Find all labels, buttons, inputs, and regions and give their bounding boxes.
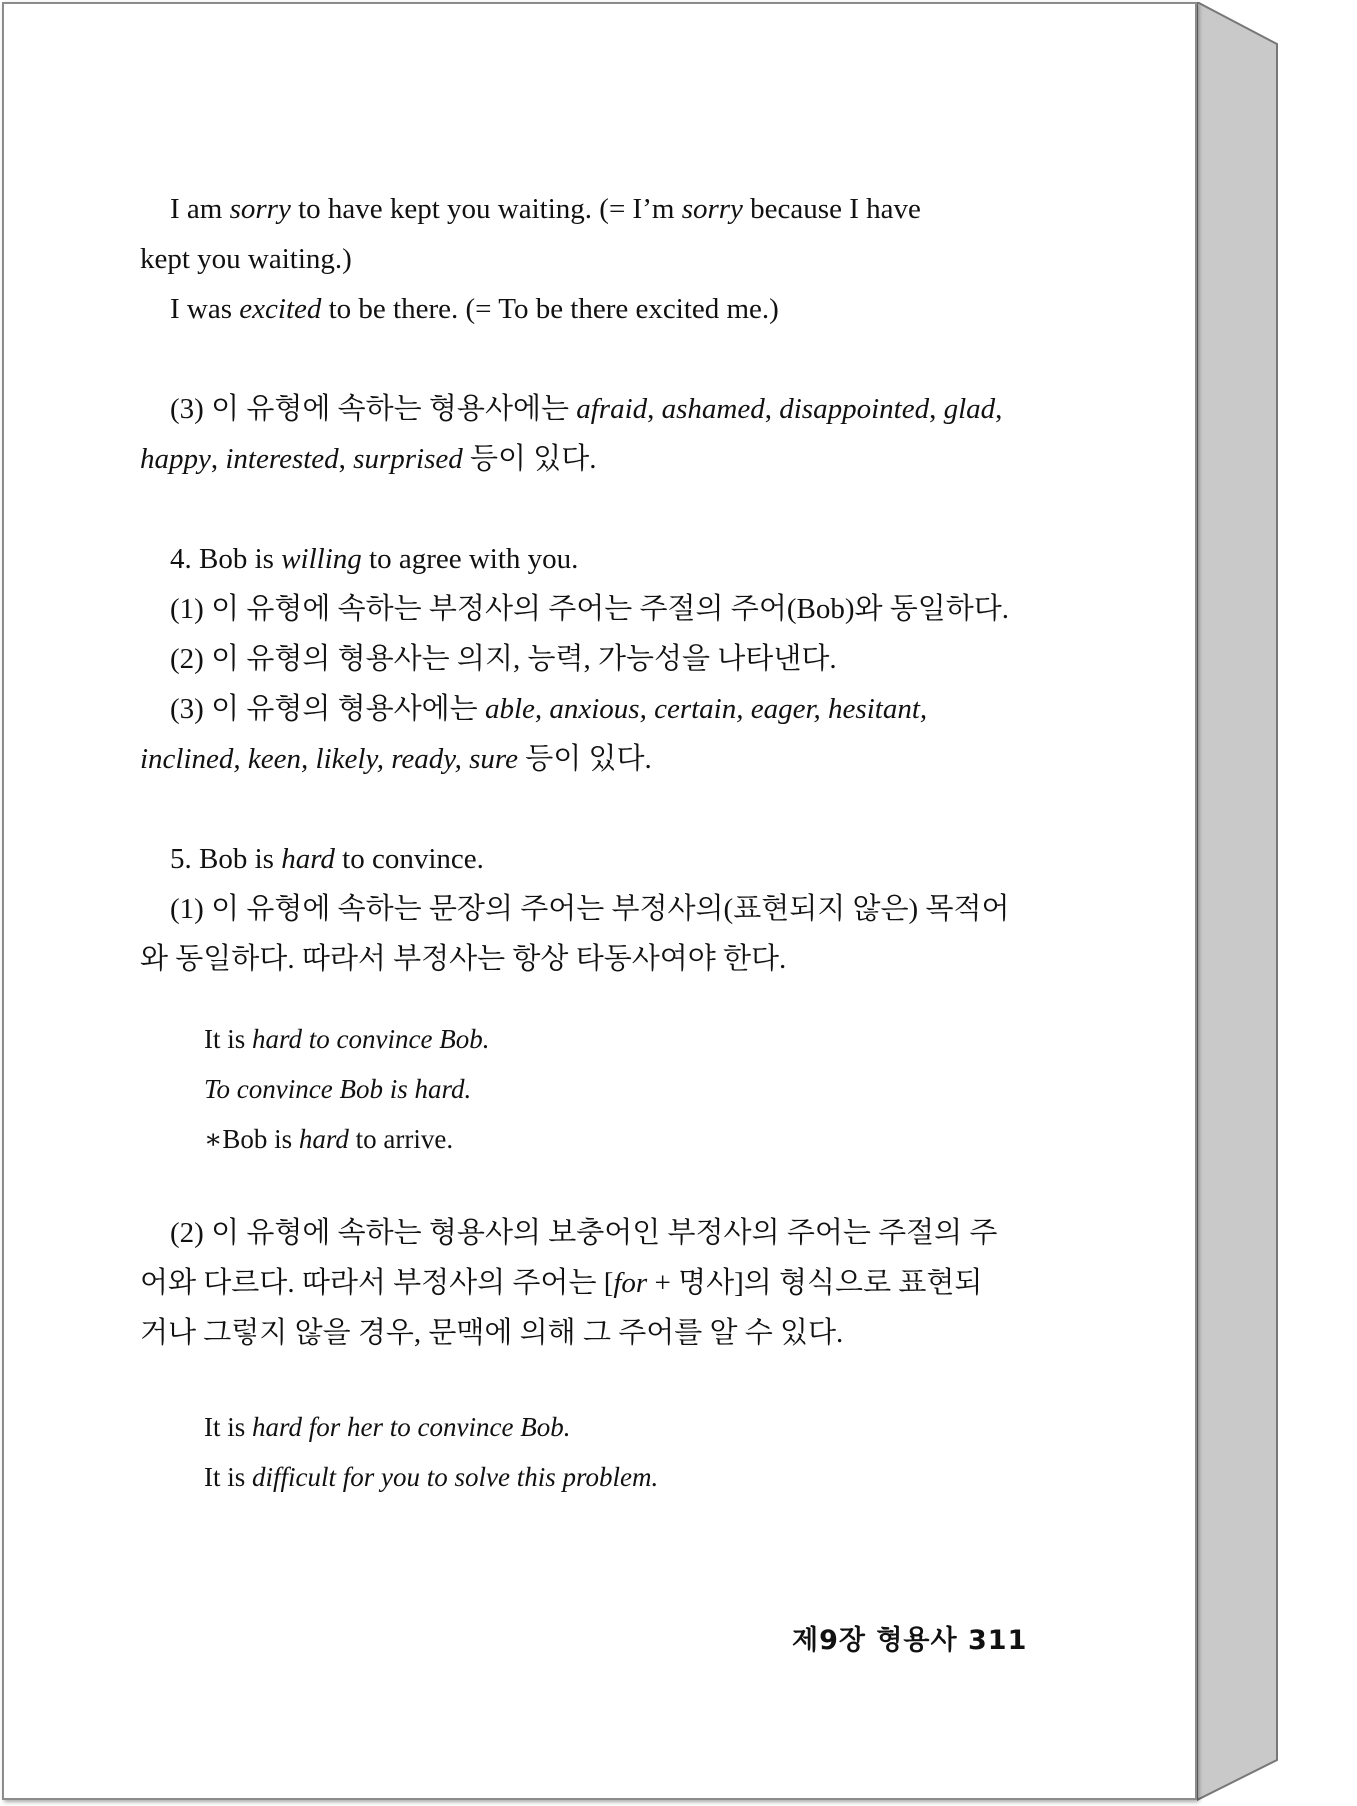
item-5-point-2-line-2 bbox=[140, 1258, 1020, 1308]
text: It is bbox=[204, 1462, 253, 1492]
italic-word: interested bbox=[225, 443, 339, 475]
example-line-3 bbox=[140, 284, 1020, 334]
example-6-2 bbox=[140, 1452, 1020, 1502]
text: (3) 이 유형에 속하는 형용사에는 bbox=[170, 393, 577, 425]
item-5-point-1-line-2: 와 동일하다. 따라서 부정사는 항상 타동사여야 한다. bbox=[140, 943, 787, 975]
page-footer: 제9장 형용사 311 bbox=[792, 1625, 1028, 1656]
text: to be there. (= To be there excited me.) bbox=[321, 293, 779, 325]
italic-word: hard bbox=[281, 843, 335, 875]
italic-words: hard to convince Bob. bbox=[252, 1024, 490, 1054]
text: , bbox=[338, 443, 354, 475]
example-5-1 bbox=[140, 1014, 1020, 1064]
text: , bbox=[995, 393, 1003, 425]
book-page bbox=[2, 2, 1197, 1800]
italic-words: difficult for you to solve this problem. bbox=[252, 1462, 659, 1492]
italic-words: hard for her to convince Bob. bbox=[252, 1412, 571, 1442]
text: 등이 있다. bbox=[462, 443, 597, 475]
italic-word: disappointed bbox=[779, 393, 930, 425]
example-line-1 bbox=[140, 184, 1020, 234]
italic-word: hard bbox=[298, 1124, 349, 1154]
italic-words: inclined, keen, likely, ready, sure bbox=[140, 743, 518, 775]
text: , bbox=[929, 393, 944, 425]
text: , bbox=[647, 393, 662, 425]
italic-word: ashamed bbox=[661, 393, 765, 425]
text: to agree with you. bbox=[361, 543, 579, 575]
text: , bbox=[764, 393, 780, 425]
text: 5. Bob is bbox=[170, 843, 282, 875]
item-5-point-2-line-1: (2) 이 유형에 속하는 형용사의 보충어인 부정사의 주어는 주절의 주 bbox=[170, 1217, 998, 1249]
text: 어와 다르다. 따라서 부정사의 주어는 [ bbox=[140, 1267, 614, 1299]
text: , bbox=[210, 443, 226, 475]
item-4-heading bbox=[140, 534, 1020, 584]
italic-words: To convince Bob is hard. bbox=[204, 1074, 472, 1104]
italic-word: willing bbox=[281, 543, 362, 575]
italic-word: sorry bbox=[229, 193, 291, 225]
text: + 명사]의 형식으로 표현되 bbox=[647, 1267, 983, 1299]
italic-word: happy bbox=[140, 443, 211, 475]
text: to have kept you waiting. (= I’m bbox=[290, 193, 682, 225]
example-line-2 bbox=[140, 234, 1020, 284]
example-6-1 bbox=[140, 1402, 1020, 1452]
text: to convince. bbox=[334, 843, 484, 875]
italic-word: afraid bbox=[576, 393, 648, 425]
item-4-point-3-line-2 bbox=[140, 734, 1020, 784]
italic-words: able, anxious, certain, eager, hesitant, bbox=[484, 693, 928, 725]
item-4-point-1: (1) 이 유형에 속하는 부정사의 주어는 주절의 주어(Bob)와 동일하다. bbox=[170, 593, 1010, 625]
text: ∗Bob is bbox=[204, 1124, 299, 1154]
item-5-heading bbox=[140, 834, 1020, 884]
example-5-3 bbox=[140, 1114, 1020, 1164]
item-5-point-2-line-3: 거나 그렇지 않을 경우, 문맥에 의해 그 주어를 알 수 있다. bbox=[140, 1317, 844, 1349]
section-3-line-1 bbox=[140, 384, 1020, 434]
example-5-2 bbox=[140, 1064, 1020, 1114]
item-4-point-3-line-1 bbox=[140, 684, 1020, 734]
page-content bbox=[140, 184, 1020, 1502]
text: (3) 이 유형의 형용사에는 bbox=[170, 693, 485, 725]
section-3-line-2 bbox=[140, 434, 1020, 484]
text: kept you waiting.) bbox=[140, 243, 352, 275]
italic-word: surprised bbox=[353, 443, 463, 475]
book-page-edge bbox=[1197, 2, 1287, 1802]
text: to arrive. bbox=[348, 1124, 454, 1154]
text: 4. Bob is bbox=[170, 543, 282, 575]
italic-word: for bbox=[613, 1267, 648, 1299]
italic-word: glad bbox=[943, 393, 996, 425]
text: because I have bbox=[742, 193, 921, 225]
italic-word: excited bbox=[239, 293, 322, 325]
text: I am bbox=[170, 193, 230, 225]
text: 등이 있다. bbox=[517, 743, 652, 775]
item-5-point-1-line-1: (1) 이 유형에 속하는 문장의 주어는 부정사의(표현되지 않은) 목적어 bbox=[170, 893, 1010, 925]
text: It is bbox=[204, 1024, 253, 1054]
item-4-point-2: (2) 이 유형의 형용사는 의지, 능력, 가능성을 나타낸다. bbox=[170, 643, 837, 675]
text: I was bbox=[170, 293, 240, 325]
text: It is bbox=[204, 1412, 253, 1442]
italic-word: sorry bbox=[681, 193, 743, 225]
